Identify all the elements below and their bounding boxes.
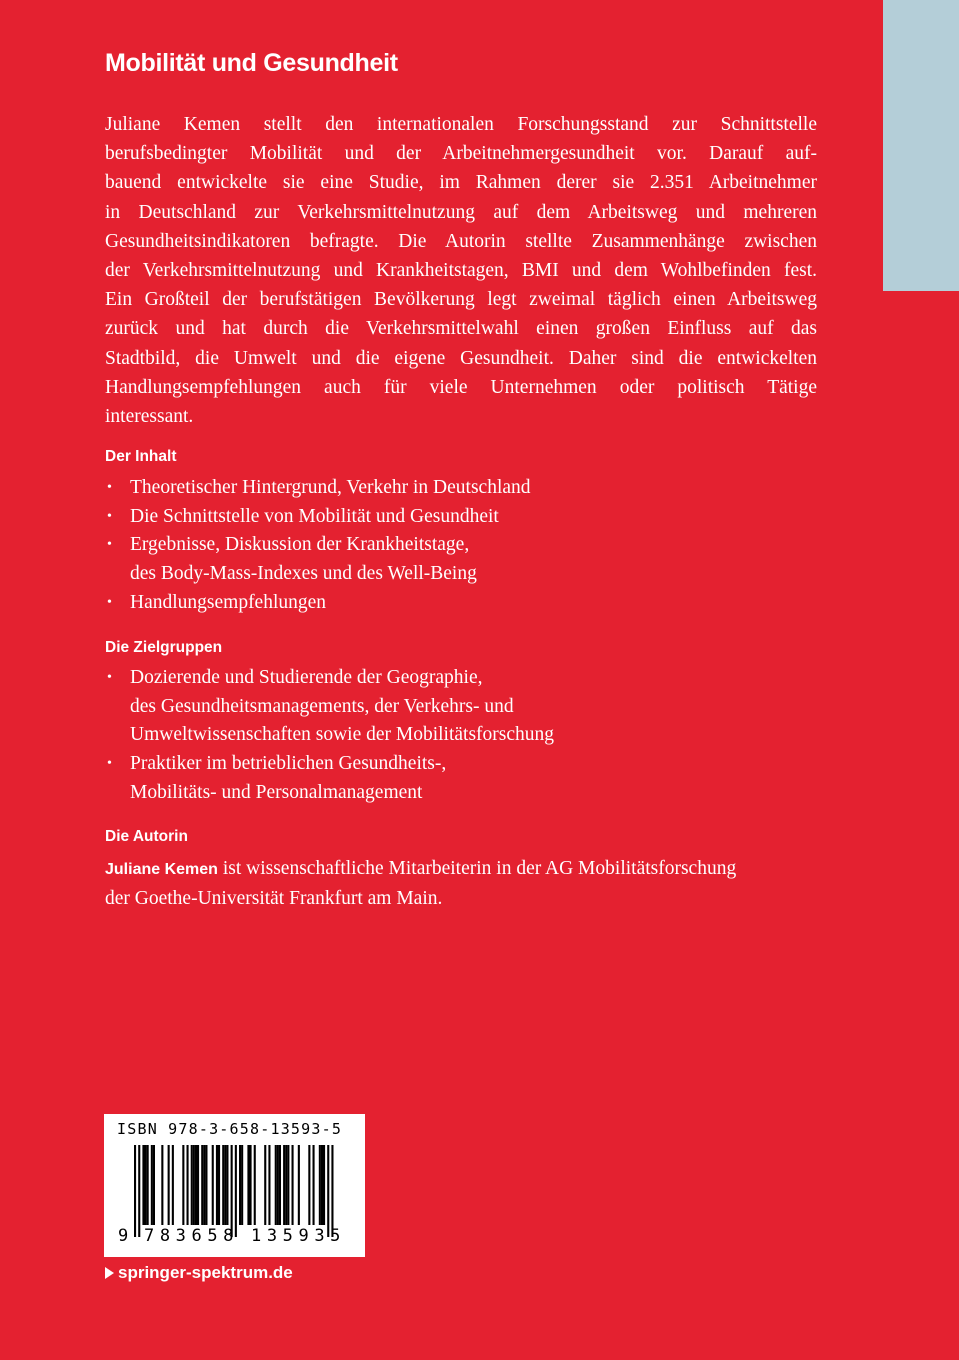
barcode-bar xyxy=(201,1145,203,1225)
barcode-bar xyxy=(323,1145,325,1225)
barcode-bar xyxy=(287,1145,289,1225)
author-bio-line-1-rest: ist wissenschaftliche Mitarbeiterin in der AG Mobilitätsforschung xyxy=(217,858,737,879)
author-bio-line-1 xyxy=(105,854,817,884)
description-line: der Verkehrsmittelnutzung und Krankheitstagen, BMI und dem Wohlbefinden fest. xyxy=(105,260,817,282)
barcode-bar xyxy=(222,1145,224,1225)
description-line: Handlungsempfehlungen auch für viele Unternehmen oder politisch Tätige xyxy=(105,376,817,398)
list-item-line: Umweltwissenschaften sowie der Mobilitätsforschung xyxy=(130,724,555,746)
list-item xyxy=(105,474,531,503)
barcode-bar xyxy=(203,1145,205,1225)
barcode-bar xyxy=(147,1145,149,1225)
publisher-website-label: springer-spektrum.de xyxy=(118,1263,293,1282)
author-bio xyxy=(105,854,817,913)
book-description xyxy=(105,110,817,431)
barcode-bar xyxy=(279,1145,281,1225)
barcode-bar xyxy=(264,1145,266,1225)
isbn-barcode-box xyxy=(104,1114,365,1257)
inhalt-list xyxy=(105,474,531,618)
bullet-icon: • xyxy=(107,594,112,610)
barcode-bar xyxy=(239,1145,241,1225)
list-item xyxy=(105,589,531,618)
isbn-text: ISBN 978-3-658-13593-5 xyxy=(117,1120,343,1138)
barcode-bar xyxy=(142,1145,144,1225)
barcode-bar xyxy=(321,1145,323,1225)
barcode-bar xyxy=(235,1145,237,1237)
ean-right-group: 135935 xyxy=(251,1226,347,1246)
barcode-bar xyxy=(134,1145,136,1237)
description-line: interessant. xyxy=(105,406,194,428)
barcode-bar xyxy=(231,1145,233,1237)
description-line: bauend entwickelte sie eine Studie, im Rahmen derer sie 2.351 Arbeitnehmer xyxy=(105,172,817,194)
inhalt-heading: Der Inhalt xyxy=(105,448,177,465)
barcode-bar xyxy=(298,1145,300,1225)
barcode-bar xyxy=(161,1145,163,1225)
description-line: berufsbedingter Mobilität und der Arbeitnehmergesundheit vor. Darauf auf- xyxy=(105,143,817,165)
list-item xyxy=(105,503,531,532)
barcode-bar xyxy=(226,1145,228,1225)
barcode-bar xyxy=(187,1145,189,1225)
barcode-bar xyxy=(275,1145,277,1225)
list-item-line: Theoretischer Hintergrund, Verkehr in Deutschland xyxy=(130,477,531,498)
barcode-bar xyxy=(193,1145,195,1225)
list-item-line: des Body-Mass-Indexes und des Well-Being xyxy=(130,563,477,585)
bullet-icon: • xyxy=(107,537,112,553)
barcode-bar xyxy=(268,1145,270,1225)
barcode-bar xyxy=(277,1145,279,1225)
color-tab xyxy=(883,0,959,291)
barcode-bar xyxy=(241,1145,243,1225)
book-title: Mobilität und Gesundheit xyxy=(105,49,398,77)
barcode-bar xyxy=(151,1145,153,1225)
barcode-bar xyxy=(327,1145,329,1237)
zielgruppen-heading: Die Zielgruppen xyxy=(105,639,223,656)
barcode-bar xyxy=(319,1145,321,1225)
bullet-icon: • xyxy=(107,508,112,524)
list-item-line: Dozierende und Studierende der Geographie, xyxy=(130,667,483,688)
list-item xyxy=(105,750,554,807)
list-item-line: Mobilitäts- und Personalmanagement xyxy=(130,781,423,803)
author-name: Juliane Kemen xyxy=(105,861,218,878)
description-line: zurück und hat durch die Verkehrsmittelwahl einen großen Einfluss auf das xyxy=(105,318,817,340)
barcode-bar xyxy=(172,1145,174,1225)
description-line: Stadtbild, die Umwelt und die eigene Gesundheit. Daher sind die entwickelten xyxy=(105,347,817,369)
ean-left-group: 783658 xyxy=(144,1226,240,1246)
zielgruppen-list xyxy=(105,664,554,808)
barcode-bar xyxy=(308,1145,310,1225)
description-line: Ein Großteil der berufstätigen Bevölkerung legt zweimal täglich einen Arbeitsweg xyxy=(105,289,817,311)
author-bio-line-2: der Goethe-Universität Frankfurt am Main. xyxy=(105,888,443,909)
list-item-line: Die Schnittstelle von Mobilität und Gesundheit xyxy=(130,505,499,527)
bullet-icon: • xyxy=(107,670,112,685)
barcode-bar xyxy=(145,1145,147,1225)
bullet-icon: • xyxy=(107,480,112,495)
description-line: Juliane Kemen stellt den internationalen Forschungsstand zur Schnittstelle xyxy=(105,114,817,135)
barcode-bar xyxy=(195,1145,197,1225)
description-line: Gesundheitsindikatoren befragte. Die Autorin stellte Zusammenhänge zwischen xyxy=(105,230,817,252)
barcode-bar xyxy=(218,1145,220,1225)
barcode-bar xyxy=(292,1145,294,1225)
barcode-bar xyxy=(224,1145,226,1225)
barcode-bar xyxy=(216,1145,218,1225)
barcode-bar xyxy=(138,1145,140,1237)
list-item xyxy=(105,664,554,750)
barcode-bar xyxy=(182,1145,184,1225)
barcode-bar xyxy=(153,1145,155,1225)
barcode-bar xyxy=(331,1145,333,1237)
list-item-line: des Gesundheitsmanagements, der Verkehrs- und xyxy=(130,695,514,717)
barcode-bar xyxy=(283,1145,285,1225)
barcode-bar xyxy=(313,1145,315,1225)
ean-first-digit: 9 xyxy=(118,1226,129,1246)
barcode-bar xyxy=(247,1145,249,1225)
description-line: in Deutschland zur Verkehrsmittelnutzung auf dem Arbeitsweg und mehreren xyxy=(105,201,817,223)
barcode-bar xyxy=(197,1145,199,1225)
barcode-bar xyxy=(205,1145,207,1225)
list-item-line: Praktiker im betrieblichen Gesundheits-, xyxy=(130,753,447,775)
barcode-bar xyxy=(285,1145,287,1225)
list-item-line: Ergebnisse, Diskussion der Krankheitstage, xyxy=(130,534,470,556)
list-item-line: Handlungsempfehlungen xyxy=(130,591,327,613)
publisher-website[interactable] xyxy=(105,1262,293,1284)
barcode-bar xyxy=(254,1145,256,1225)
barcode-bar xyxy=(191,1145,193,1225)
barcode-bar xyxy=(168,1145,170,1225)
list-item xyxy=(105,531,531,588)
arrow-right-icon xyxy=(105,1267,114,1279)
bullet-icon: • xyxy=(107,756,112,772)
barcode-bar xyxy=(250,1145,252,1225)
barcode-bar xyxy=(212,1145,214,1225)
autorin-heading: Die Autorin xyxy=(105,828,188,845)
